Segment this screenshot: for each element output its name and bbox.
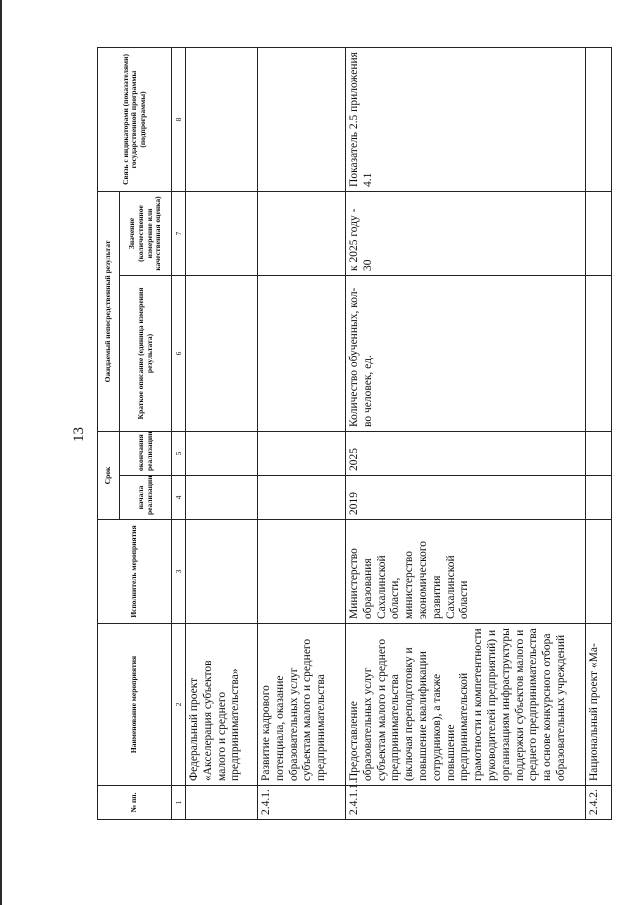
row-end [586, 431, 612, 475]
header-value: Значение (количественное измерение или качественная оценка) [120, 191, 172, 275]
row-value [186, 191, 258, 275]
row-desc [186, 275, 258, 431]
scan-edge [0, 0, 2, 905]
column-number: 2 [172, 624, 186, 786]
row-name: Развитие кадрового потенциала, оказание образовательных услуг субъектам малого и среднего предпринимательства [258, 624, 346, 786]
table-row [258, 47, 346, 819]
header-executor: Исполнитель мероприятия [98, 520, 172, 624]
header-term: Срок [98, 431, 120, 519]
column-number: 8 [172, 47, 186, 191]
header-end: окончания реализации [120, 431, 172, 475]
row-no [186, 786, 258, 820]
column-number: 3 [172, 520, 186, 624]
header-start: начала реализации [120, 476, 172, 520]
row-no: 2.4.1.1. [346, 786, 586, 820]
column-number: 5 [172, 431, 186, 475]
row-no: 2.4.2. [586, 786, 612, 820]
row-no: 2.4.1. [258, 786, 346, 820]
row-start [258, 476, 346, 520]
row-link [186, 47, 258, 191]
row-desc: Количество обученных, кол-во человек, ед. [346, 275, 586, 431]
row-name: Национальный проект «Ма- [586, 624, 612, 786]
row-link [258, 47, 346, 191]
table-row [346, 47, 586, 819]
activities-table [97, 47, 612, 820]
row-link [586, 47, 612, 191]
table-row [186, 47, 258, 819]
row-desc [586, 275, 612, 431]
column-number: 7 [172, 191, 186, 275]
row-start [586, 476, 612, 520]
header-link: Связь с индикаторами (показателями) государственной программы (подпрограммы) [98, 47, 172, 191]
row-end: 2025 [346, 431, 586, 475]
page-number: 13 [71, 427, 87, 442]
row-end [258, 431, 346, 475]
activities-table-sheet [97, 48, 612, 820]
header-no: № пп. [98, 786, 172, 820]
row-desc [258, 275, 346, 431]
row-executor [258, 520, 346, 624]
column-number: 6 [172, 275, 186, 431]
row-start [186, 476, 258, 520]
header-expected: Ожидаемый непосредственный результат [98, 191, 120, 431]
header-desc: Краткое описание (единица измерения результата) [120, 275, 172, 431]
row-end [186, 431, 258, 475]
column-number: 1 [172, 786, 186, 820]
row-executor [186, 520, 258, 624]
row-value [258, 191, 346, 275]
row-executor [586, 520, 612, 624]
row-link: Показатель 2.5 приложения 4.1 [346, 47, 586, 191]
row-name: Предоставление образовательных услуг субъектам малого и среднего предпринимательства (включая переподготовку и повышение квалификации сотрудников), а также повышение предпринимательской грамотности и компетентности руководителей предприятий) и организациям инфраструктуры поддержки субъектов малого и среднего предпринимательства на основе конкурсного отбора образовательных учреждений [346, 624, 586, 786]
row-value: к 2025 году - 30 [346, 191, 586, 275]
header-name: Наименование мероприятия [98, 624, 172, 786]
table-row [586, 47, 612, 819]
row-start: 2019 [346, 476, 586, 520]
row-executor: Министерство образования Сахалинской области, министерство экономического развития Сахалинской области [346, 520, 586, 624]
column-number: 4 [172, 476, 186, 520]
row-name: Федеральный проект «Акселерация субъектов малого и среднего предпринимательства» [186, 624, 258, 786]
row-value [586, 191, 612, 275]
column-number-row [172, 47, 186, 819]
